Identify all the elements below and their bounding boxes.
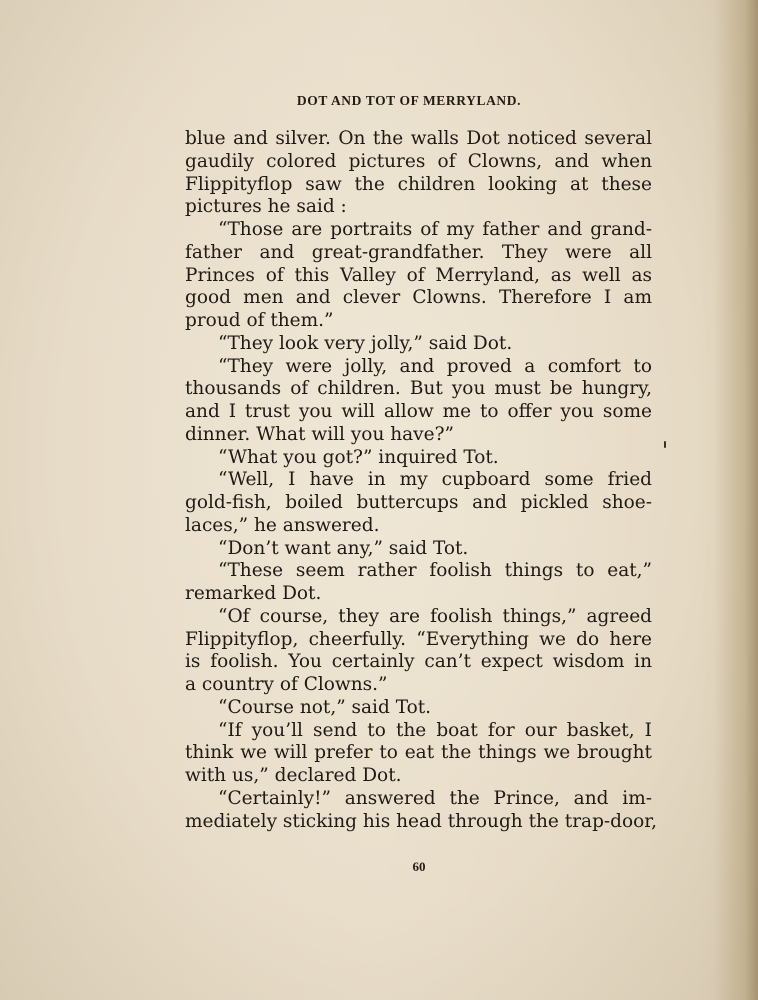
text-line: “Well, I have in my cupboard some fried [218, 469, 652, 491]
text-line: mediately sticking his head through the trap-door, [185, 810, 657, 832]
text-line: “They look very jolly,” said Dot. [218, 332, 513, 354]
text-line: is foolish. You certainly can’t expect wisdom in [185, 651, 652, 673]
running-head: DOT AND TOT OF MERRYLAND. [296, 93, 522, 108]
text-line: blue and silver. On the walls Dot noticed several [185, 128, 652, 149]
text-line: Flippityflop, cheerfully. “Everything we do here [185, 628, 652, 650]
text-line: remarked Dot. [185, 583, 322, 604]
text-line: “If you’ll send to the boat for our basket, I [218, 719, 652, 741]
text-line: “Don’t want any,” said Tot. [218, 537, 469, 559]
text-line: “Course not,” said Tot. [218, 696, 432, 718]
text-line: “Of course, they are foolish things,” agreed [218, 605, 652, 627]
text-line: with us,” declared Dot. [185, 765, 402, 786]
text-line: “These seem rather foolish things to eat,” [218, 560, 652, 582]
text-line: “They were jolly, and proved a comfort to [218, 355, 652, 377]
text-line: “Those are portraits of my father and grand- [218, 219, 652, 240]
text-line: proud of them.” [185, 310, 334, 331]
text-line: father and great-grandfather. They were all [185, 241, 652, 263]
text-line: Flippityflop saw the children looking at these [185, 173, 652, 195]
text-line: thousands of children. But you must be hungry, [185, 378, 652, 400]
text-line: Princes of this Valley of Merryland, as well as [185, 264, 652, 286]
text-line: “Certainly!” answered the Prince, and im- [218, 787, 652, 809]
text-line: laces,” he answered. [185, 514, 380, 536]
text-line: think we will prefer to eat the things we brought [185, 742, 652, 764]
text-line: “What you got?” inquired Tot. [218, 446, 499, 468]
text-line: gold-fish, boiled buttercups and pickled shoe- [185, 492, 652, 513]
paper-speck [664, 441, 666, 448]
text-line: gaudily colored pictures of Clowns, and when [185, 150, 652, 172]
text-line: good men and clever Clowns. Therefore I am [185, 287, 652, 309]
body-text [185, 128, 657, 833]
text-line: dinner. What will you have?” [185, 423, 454, 445]
page-edge-shadow [714, 0, 758, 1000]
page-number: 60 [412, 859, 426, 874]
text-line: a country of Clowns.” [185, 674, 388, 695]
text-line: and I trust you will allow me to offer you some [185, 401, 652, 422]
text-line: pictures he said : [185, 196, 347, 218]
